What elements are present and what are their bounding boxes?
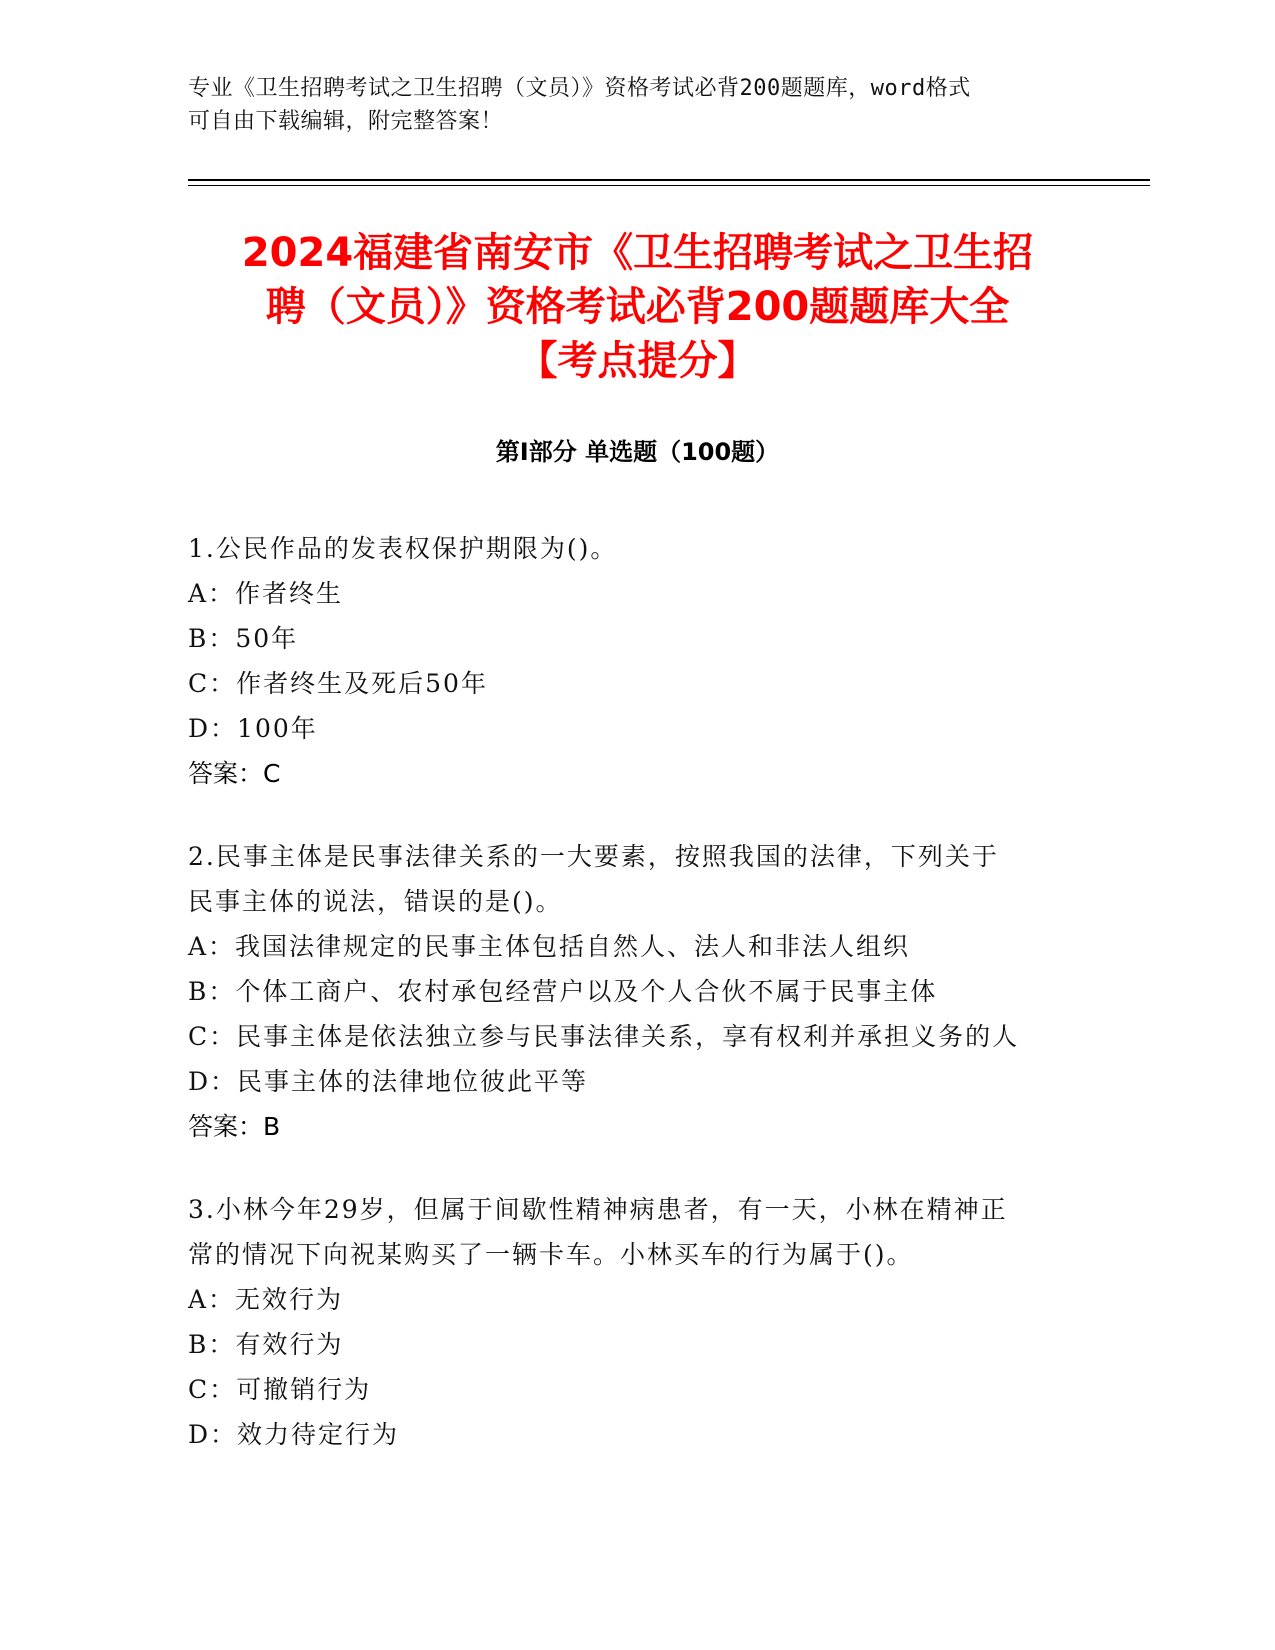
- question-stem: 常的情况下向祝某购买了一辆卡车。小林买车的行为属于()。: [188, 1240, 914, 1269]
- title-line: 【考点提分】: [517, 338, 758, 384]
- option-b: B：50年: [188, 624, 299, 653]
- question-3: [188, 1187, 1088, 1457]
- title-line: 聘（文员）》资格考试必背200题题库大全: [265, 284, 1010, 330]
- option-a: A：无效行为: [188, 1285, 344, 1314]
- answer: 答案：B: [188, 1112, 281, 1141]
- header-divider-thin: [188, 185, 1150, 186]
- document-title: [150, 226, 1125, 388]
- question-stem: 2.民事主体是民事法律关系的一大要素，按照我国的法律，下列关于: [188, 842, 999, 871]
- option-c: C：可撤销行为: [188, 1375, 372, 1404]
- option-b: B：有效行为: [188, 1330, 344, 1359]
- title-line: 2024福建省南安市《卫生招聘考试之卫生招: [241, 230, 1034, 276]
- question-stem: 3.小林今年29岁，但属于间歇性精神病患者，有一天，小林在精神正: [188, 1195, 1008, 1224]
- option-a: A：作者终生: [188, 579, 344, 608]
- option-b: B：个体工商户、农村承包经营户以及个人合伙不属于民事主体: [188, 977, 938, 1006]
- option-d: D：100年: [188, 714, 318, 743]
- question-list: [188, 526, 1088, 1495]
- option-d: D：效力待定行为: [188, 1420, 400, 1449]
- header-divider: [188, 179, 1150, 181]
- question-2: [188, 834, 1088, 1149]
- question-stem: 民事主体的说法，错误的是()。: [188, 887, 563, 916]
- section-title: 第Ⅰ部分 单选题（100题）: [495, 438, 780, 466]
- option-c: C：作者终生及死后50年: [188, 669, 488, 698]
- header-note: [188, 72, 1068, 138]
- question-stem: 1.公民作品的发表权保护期限为()。: [188, 534, 618, 563]
- answer: 答案：C: [188, 759, 281, 788]
- header-note-line: 专业《卫生招聘考试之卫生招聘（文员）》资格考试必背200题题库，word格式: [188, 76, 971, 101]
- option-d: D：民事主体的法律地位彼此平等: [188, 1067, 589, 1096]
- header-note-line: 可自由下载编辑，附完整答案！: [188, 109, 504, 134]
- option-a: A：我国法律规定的民事主体包括自然人、法人和非法人组织: [188, 932, 911, 961]
- option-c: C：民事主体是依法独立参与民事法律关系，享有权利并承担义务的人: [188, 1022, 1020, 1051]
- question-1: [188, 526, 1088, 796]
